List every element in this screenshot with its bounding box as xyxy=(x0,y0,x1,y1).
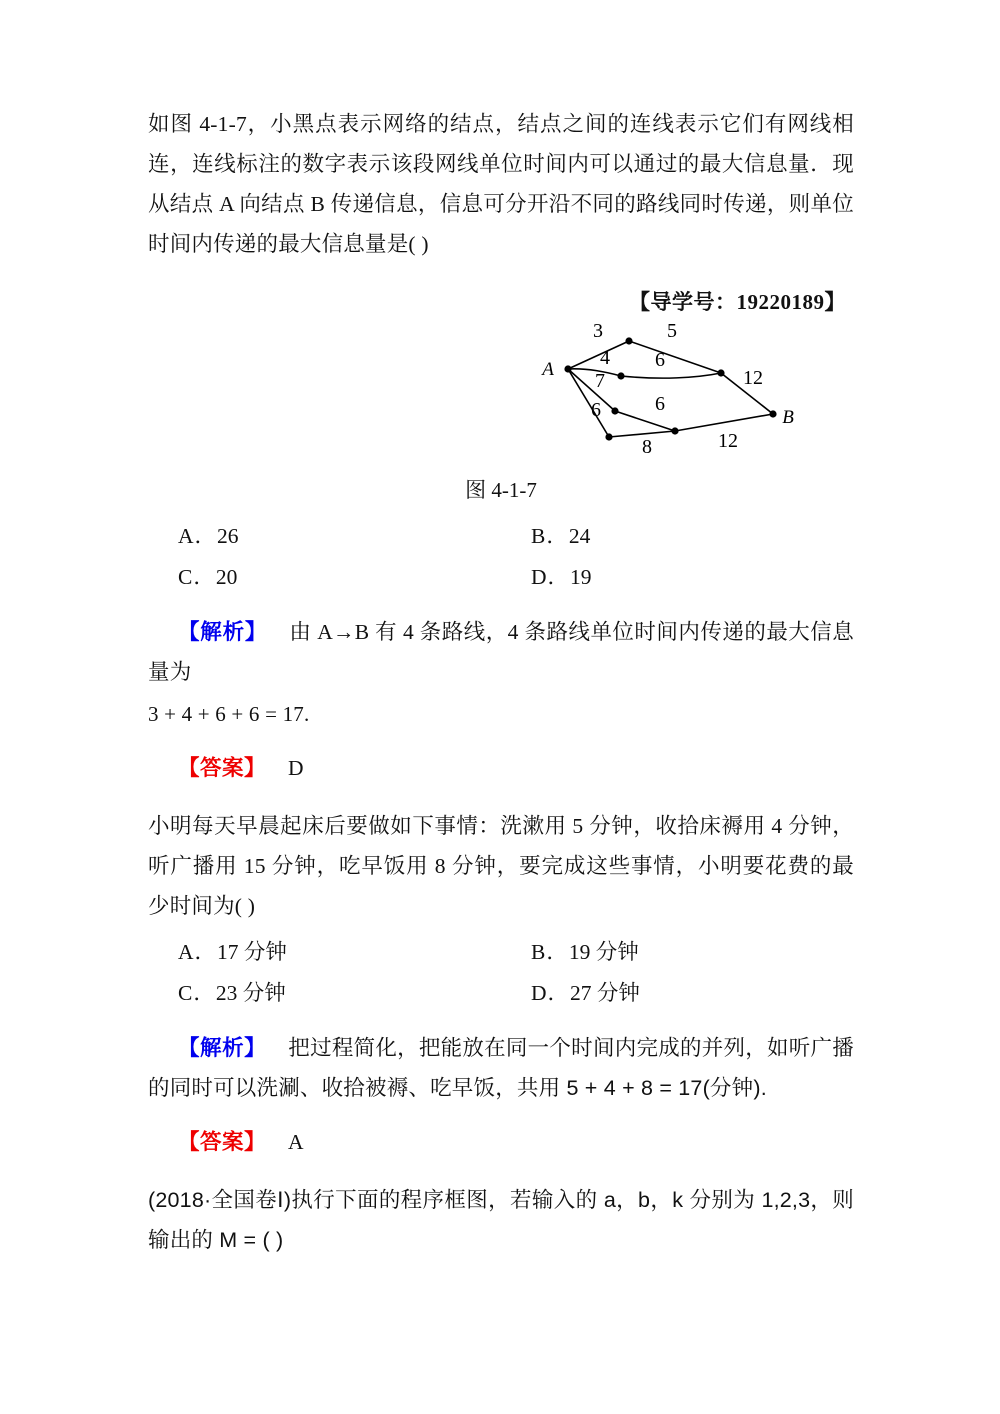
node-n6 xyxy=(671,427,678,434)
analysis-tag-2: 【解析】 xyxy=(178,1036,267,1060)
node-n2 xyxy=(617,372,624,379)
option-2-B-text: 19 分钟 xyxy=(568,940,639,964)
node-n5 xyxy=(605,433,612,440)
edge-label-A-n4: 7 xyxy=(595,370,605,392)
edge-label-n1-n3: 5 xyxy=(667,324,677,342)
question-2-stem: 小明每天早晨起床后要做如下事情：洗漱用 5 分钟，收拾床褥用 4 分钟，听广播用 15 分钟，吃早饭用 8 分钟，要完成这些事情，小明要花费的最少时间为( ) xyxy=(148,814,854,918)
option-1-D-label: D． xyxy=(531,565,571,589)
edge-label-A-n5: 6 xyxy=(591,399,601,421)
guidance-number-row xyxy=(148,286,854,316)
node-B xyxy=(769,410,776,417)
guidance-number: 【导学号：19220189】 xyxy=(629,290,846,314)
network-flow-diagram xyxy=(366,324,816,474)
analysis-tag-1: 【解析】 xyxy=(178,620,268,644)
option-2-C[interactable] xyxy=(148,973,501,1014)
answer-text-1: D xyxy=(288,756,304,780)
node-A xyxy=(564,365,571,372)
analysis-text-2: 把过程简化，把能放在同一个时间内完成的并列，如听广播的同时可以洗涮、收拾被褥、吃早饭，共用 5 + 4 + 8 = 17(分钟). xyxy=(148,1036,854,1100)
node-n3 xyxy=(717,369,724,376)
answer-tag-2: 【答案】 xyxy=(178,1130,267,1154)
question-3-stem: (2018·全国卷Ⅰ)执行下面的程序框图，若输入的 a，b，k 分别为 1,2,3，则输出的 M = ( ) xyxy=(148,1188,854,1252)
option-2-A[interactable] xyxy=(148,932,501,973)
option-1-C-label: C． xyxy=(178,565,216,589)
option-1-B[interactable] xyxy=(501,516,854,557)
option-1-D[interactable] xyxy=(501,557,854,598)
edge-label-n6-B: 12 xyxy=(718,430,738,452)
option-1-B-text: 24 xyxy=(568,524,591,548)
edge-n2-n3 xyxy=(621,373,721,378)
option-2-D-label: D． xyxy=(531,981,571,1005)
edge-label-n4-n6: 6 xyxy=(655,393,665,415)
analysis-text-1: 由 A→B 有 4 条路线，4 条路线单位时间内传递的最大信息量为 xyxy=(148,620,854,684)
node-n4 xyxy=(611,407,618,414)
answer-tag-1: 【答案】 xyxy=(178,756,267,780)
option-1-C[interactable] xyxy=(148,557,501,598)
node-label-A: A xyxy=(542,359,554,380)
figure-4-1-7 xyxy=(148,324,854,510)
edge-label-n2-n3: 6 xyxy=(655,349,665,371)
option-1-D-text: 19 xyxy=(570,565,592,589)
page-content xyxy=(148,104,854,1260)
question-1-stem: 如图 4-1-7，小黑点表示网络的结点，结点之间的连线表示它们有网线相连，连线标注的数字表示该段网线单位时间内可以通过的最大信息量．现从结点 A 向结点 B 传递信息，信息可分开沿不同的路线同时传递，则单位时间内传递的最大信息量是( ) xyxy=(148,112,854,256)
analysis-formula-1: 3 + 4 + 6 + 6 = 17. xyxy=(148,702,310,726)
option-2-B-label: B． xyxy=(531,940,569,964)
answer-text-2: A xyxy=(288,1130,304,1154)
question-3 xyxy=(148,1180,854,1260)
figure-caption: 图 4-1-7 xyxy=(465,478,537,502)
edge-n1-n3 xyxy=(629,341,721,373)
question-1-answer xyxy=(148,748,854,788)
option-1-A-label: A． xyxy=(178,524,218,548)
option-2-B[interactable] xyxy=(501,932,854,973)
node-n1 xyxy=(625,337,632,344)
edge-label-A-n2: 4 xyxy=(600,347,610,369)
edge-label-n5-n6: 8 xyxy=(642,436,652,458)
question-1 xyxy=(148,104,854,788)
option-1-B-label: B． xyxy=(531,524,569,548)
option-1-A[interactable] xyxy=(148,516,501,557)
option-2-D-text: 27 分钟 xyxy=(570,981,640,1005)
edge-label-n3-B: 12 xyxy=(743,367,763,389)
option-2-C-label: C． xyxy=(178,981,216,1005)
question-2-analysis xyxy=(148,1028,854,1108)
question-2 xyxy=(148,806,854,1162)
option-2-D[interactable] xyxy=(501,973,854,1014)
option-2-A-text: 17 分钟 xyxy=(217,940,287,964)
edge-n6-B xyxy=(675,414,773,431)
option-2-C-text: 23 分钟 xyxy=(215,981,286,1005)
question-1-analysis xyxy=(148,612,854,734)
question-1-options xyxy=(148,516,854,598)
edge-A-n1 xyxy=(568,341,629,369)
edge-label-A-n1: 3 xyxy=(593,324,603,342)
question-2-options xyxy=(148,932,854,1014)
option-2-A-label: A． xyxy=(178,940,218,964)
option-1-A-text: 26 xyxy=(217,524,239,548)
option-1-C-text: 20 xyxy=(215,565,238,589)
edge-n4-n6 xyxy=(615,411,675,431)
question-2-answer xyxy=(148,1122,854,1162)
node-label-B: B xyxy=(782,407,794,428)
